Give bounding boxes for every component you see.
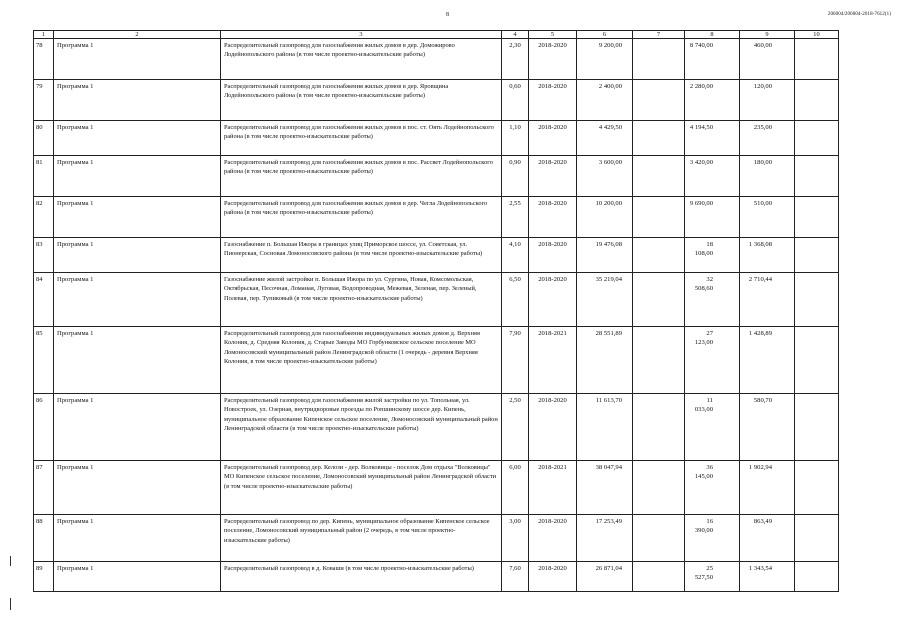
period-cell: 2018-2020 — [529, 121, 577, 156]
column-10-cell — [795, 461, 839, 515]
column-8-cell: 11 033,00 — [685, 394, 740, 461]
description-cell: Распределительный газопровод для газоснабжения жилых домов в дер. Яровщина Лодейнопольского района (в том числе проектно-изыскательские работы) — [221, 80, 502, 121]
scan-edge-mark — [10, 598, 11, 610]
table-row — [34, 121, 839, 156]
column-9-cell: 1 368,08 — [740, 238, 795, 273]
program-cell: Программа 1 — [54, 238, 221, 273]
column-header-2: 2 — [54, 31, 221, 39]
document-code: 206004/206004-2018-7612(1) — [827, 12, 891, 17]
program-cell: Программа 1 — [54, 80, 221, 121]
table-header-row — [34, 31, 839, 39]
column-10-cell — [795, 39, 839, 80]
row-number: 78 — [34, 39, 54, 80]
program-cell: Программа 1 — [54, 121, 221, 156]
program-cell: Программа 1 — [54, 156, 221, 197]
column-9-cell: 120,00 — [740, 80, 795, 121]
description-cell: Распределительный газопровод для газоснабжения индивидуальных жилых домов д. Верхняя Колония, д. Средняя Колония, д. Старые Заводы МО Горбунковское сельское поселение МО Ломоносовский муниципальный район Ленинградской области (1 очередь - деревня Верхняя Колония, в том числе проектно-изыскательские работы) — [221, 327, 502, 394]
table-row — [34, 39, 839, 80]
row-number: 80 — [34, 121, 54, 156]
column-header-5: 5 — [529, 31, 577, 39]
total-cost-cell: 28 551,89 — [577, 327, 633, 394]
column-8-cell: 4 194,50 — [685, 121, 740, 156]
total-cost-cell: 10 200,00 — [577, 197, 633, 238]
total-cost-cell: 4 429,50 — [577, 121, 633, 156]
column-8-cell: 2 280,00 — [685, 80, 740, 121]
column-header-3: 3 — [221, 31, 502, 39]
column-7-cell — [633, 273, 685, 327]
description-cell: Распределительный газопровод для газоснабжения жилой застройки по ул. Топольная, ул. Новостроек, ул. Озерная, внутридворовые проезды по Ропшинскому шоссе дер. Кипень, муниципальное образование Кипенское сельское поселение, Ломоносовский муниципальный район Ленинградской области (в том числе проектно-изыскательские работы) — [221, 394, 502, 461]
description-cell: Распределительный газопровод в д. Коваши (в том числе проектно-изыскательские работы) — [221, 562, 502, 592]
column-9-cell: 1 428,89 — [740, 327, 795, 394]
column-8-cell: 8 740,00 — [685, 39, 740, 80]
row-number: 84 — [34, 273, 54, 327]
row-number: 88 — [34, 515, 54, 562]
column-7-cell — [633, 156, 685, 197]
page-number: 8 — [446, 12, 449, 18]
column-8-cell: 3 420,00 — [685, 156, 740, 197]
period-cell: 2018-2020 — [529, 273, 577, 327]
period-cell: 2018-2021 — [529, 461, 577, 515]
row-number: 86 — [34, 394, 54, 461]
program-cell: Программа 1 — [54, 461, 221, 515]
column-7-cell — [633, 562, 685, 592]
program-cell: Программа 1 — [54, 394, 221, 461]
description-cell: Распределительный газопровод для газоснабжения жилых домов в пос. Рассвет Лодейнопольского района (в том числе проектно-изыскательские работы) — [221, 156, 502, 197]
column-10-cell — [795, 197, 839, 238]
row-number: 81 — [34, 156, 54, 197]
column-10-cell — [795, 238, 839, 273]
length-cell: 2,55 — [502, 197, 529, 238]
total-cost-cell: 3 600,00 — [577, 156, 633, 197]
column-10-cell — [795, 327, 839, 394]
program-cell: Программа 1 — [54, 197, 221, 238]
length-cell: 6,50 — [502, 273, 529, 327]
column-7-cell — [633, 80, 685, 121]
period-cell: 2018-2020 — [529, 156, 577, 197]
table-body — [34, 31, 839, 592]
program-cell: Программа 1 — [54, 327, 221, 394]
column-10-cell — [795, 273, 839, 327]
column-header-1: 1 — [34, 31, 54, 39]
column-header-7: 7 — [633, 31, 685, 39]
column-7-cell — [633, 327, 685, 394]
description-cell: Газоснабжение п. Большая Ижора в границах улиц Приморское шоссе, ул. Советская, ул. Пионерская, Сосновая Ломоносовского района (в том числе проектно-изыскательские работы) — [221, 238, 502, 273]
column-header-9: 9 — [740, 31, 795, 39]
length-cell: 0,90 — [502, 156, 529, 197]
length-cell: 7,60 — [502, 562, 529, 592]
column-10-cell — [795, 515, 839, 562]
column-header-10: 10 — [795, 31, 839, 39]
period-cell: 2018-2020 — [529, 515, 577, 562]
column-header-8: 8 — [685, 31, 740, 39]
period-cell: 2018-2020 — [529, 197, 577, 238]
length-cell: 7,90 — [502, 327, 529, 394]
description-cell: Распределительный газопровод для газоснабжения жилых домов в пос. ст. Оять Лодейнопольского района (в том числе проектно-изыскательские работы) — [221, 121, 502, 156]
total-cost-cell: 11 613,70 — [577, 394, 633, 461]
total-cost-cell: 9 200,00 — [577, 39, 633, 80]
total-cost-cell: 35 219,04 — [577, 273, 633, 327]
table-row — [34, 562, 839, 592]
column-9-cell: 1 902,94 — [740, 461, 795, 515]
period-cell: 2018-2020 — [529, 562, 577, 592]
column-8-cell: 9 690,00 — [685, 197, 740, 238]
column-7-cell — [633, 39, 685, 80]
row-number: 87 — [34, 461, 54, 515]
column-10-cell — [795, 121, 839, 156]
column-10-cell — [795, 562, 839, 592]
column-8-cell: 18 108,00 — [685, 238, 740, 273]
column-9-cell: 580,70 — [740, 394, 795, 461]
column-9-cell: 180,00 — [740, 156, 795, 197]
column-9-cell: 510,00 — [740, 197, 795, 238]
period-cell: 2018-2020 — [529, 39, 577, 80]
row-number: 89 — [34, 562, 54, 592]
column-9-cell: 460,00 — [740, 39, 795, 80]
column-8-cell: 27 123,00 — [685, 327, 740, 394]
column-7-cell — [633, 238, 685, 273]
column-10-cell — [795, 80, 839, 121]
program-cell: Программа 1 — [54, 562, 221, 592]
column-8-cell: 25 527,50 — [685, 562, 740, 592]
description-cell: Газоснабжение жилой застройки п. Большая Ижора по ул. Сургина, Новая, Комсомольская, Октябрьская, Песочная, Ломаная, Луговая, Водопроводная, Межевая, Зеленая, пер. Зеленый, Полевая, пер. Тупиковый (в том числе проектно-изыскательские работы) — [221, 273, 502, 327]
column-8-cell: 36 145,00 — [685, 461, 740, 515]
row-number: 82 — [34, 197, 54, 238]
row-number: 83 — [34, 238, 54, 273]
column-7-cell — [633, 394, 685, 461]
description-cell: Распределительный газопровод для газоснабжения жилых домов в дер. Чегла Лодейнопольского района (в том числе проектно-изыскательские работы) — [221, 197, 502, 238]
period-cell: 2018-2020 — [529, 394, 577, 461]
column-7-cell — [633, 461, 685, 515]
program-table — [33, 30, 839, 592]
column-7-cell — [633, 121, 685, 156]
column-9-cell: 2 710,44 — [740, 273, 795, 327]
description-cell: Распределительный газопровод дер. Келози - дер. Волковицы - поселок Дом отдыха "Волковицы" МО Кипенское сельское поселение, Ломоносовский муниципальный район Ленинградской области (в том числе проектно-изыскательские работы) — [221, 461, 502, 515]
table-row — [34, 461, 839, 515]
table-row — [34, 80, 839, 121]
row-number: 79 — [34, 80, 54, 121]
length-cell: 3,00 — [502, 515, 529, 562]
period-cell: 2018-2021 — [529, 327, 577, 394]
table-row — [34, 394, 839, 461]
total-cost-cell: 26 871,04 — [577, 562, 633, 592]
length-cell: 1,10 — [502, 121, 529, 156]
column-7-cell — [633, 197, 685, 238]
column-header-6: 6 — [577, 31, 633, 39]
column-7-cell — [633, 515, 685, 562]
program-cell: Программа 1 — [54, 515, 221, 562]
length-cell: 0,60 — [502, 80, 529, 121]
table-row — [34, 515, 839, 562]
column-header-4: 4 — [502, 31, 529, 39]
table-row — [34, 197, 839, 238]
total-cost-cell: 38 047,94 — [577, 461, 633, 515]
scan-edge-mark — [10, 556, 11, 566]
table-row — [34, 238, 839, 273]
column-10-cell — [795, 156, 839, 197]
description-cell: Распределительный газопровод по дер. Кипень, муниципальное образование Кипенское сельское поселение, Ломоносовский муниципальный район (2 очередь, в том числе проектно-изыскательские работы) — [221, 515, 502, 562]
total-cost-cell: 19 476,08 — [577, 238, 633, 273]
program-cell: Программа 1 — [54, 39, 221, 80]
column-8-cell: 32 508,60 — [685, 273, 740, 327]
column-10-cell — [795, 394, 839, 461]
table-row — [34, 327, 839, 394]
total-cost-cell: 2 400,00 — [577, 80, 633, 121]
period-cell: 2018-2020 — [529, 238, 577, 273]
column-9-cell: 235,00 — [740, 121, 795, 156]
description-cell: Распределительный газопровод для газоснабжения жилых домов в дер. Доможирово Лодейнопольского района (в том числе проектно-изыскательские работы) — [221, 39, 502, 80]
length-cell: 6,00 — [502, 461, 529, 515]
length-cell: 2,50 — [502, 394, 529, 461]
column-8-cell: 16 390,00 — [685, 515, 740, 562]
total-cost-cell: 17 253,49 — [577, 515, 633, 562]
row-number: 85 — [34, 327, 54, 394]
period-cell: 2018-2020 — [529, 80, 577, 121]
table-row — [34, 273, 839, 327]
column-9-cell: 863,49 — [740, 515, 795, 562]
length-cell: 4,10 — [502, 238, 529, 273]
table-row — [34, 156, 839, 197]
column-9-cell: 1 343,54 — [740, 562, 795, 592]
length-cell: 2,30 — [502, 39, 529, 80]
program-cell: Программа 1 — [54, 273, 221, 327]
